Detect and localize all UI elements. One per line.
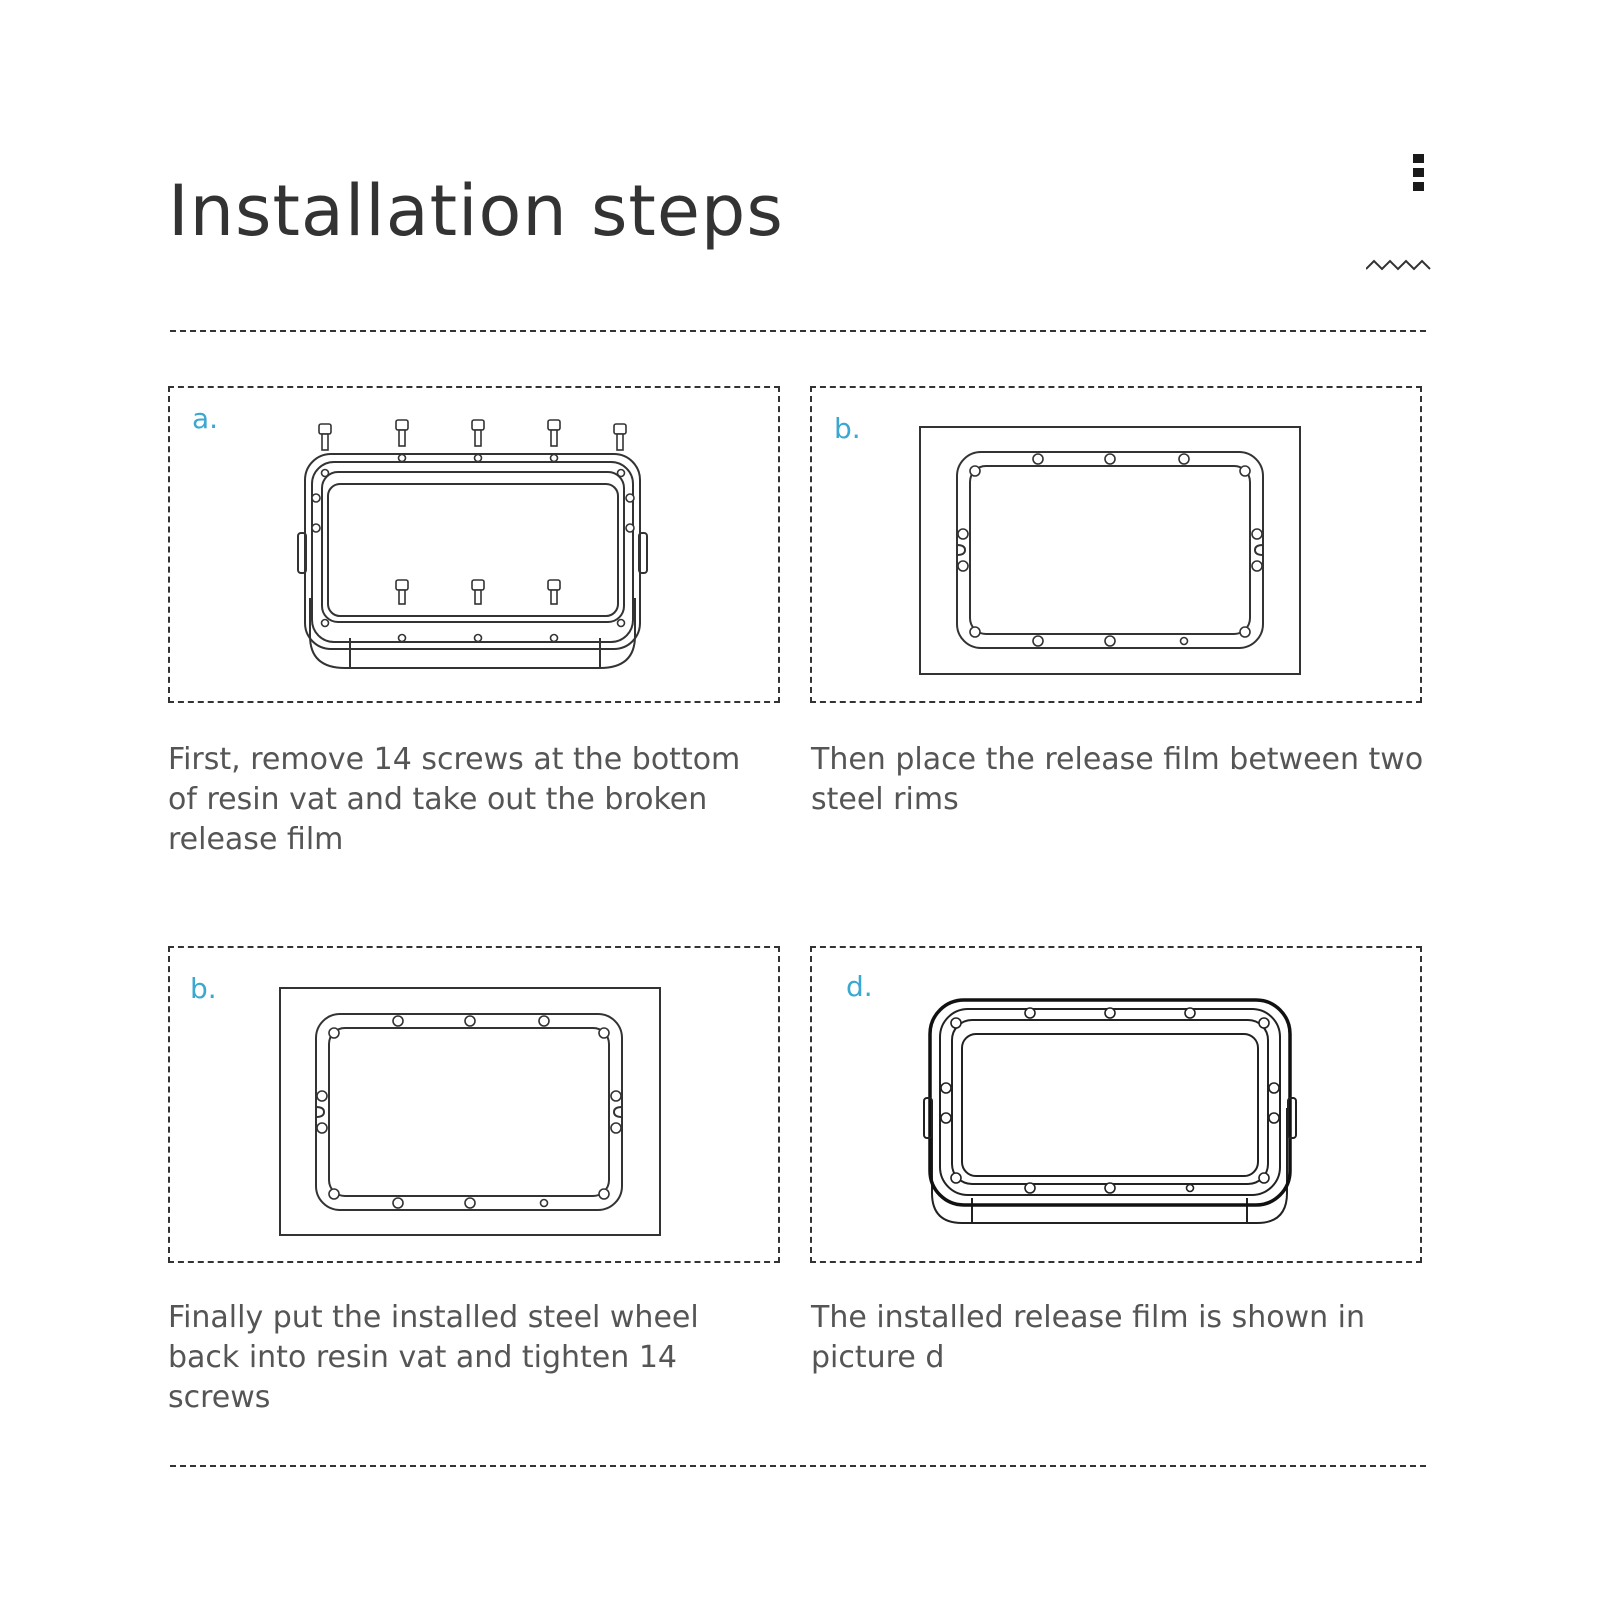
resin-vat-with-screws-illustration	[170, 388, 782, 705]
step-d-panel	[810, 946, 1422, 1263]
step-c-panel	[168, 946, 780, 1263]
steel-rim-on-film-illustration-2	[170, 948, 782, 1265]
bottom-divider	[170, 1465, 1426, 1467]
zigzag-decoration-icon	[1366, 258, 1434, 272]
page-title: Installation steps	[168, 170, 784, 252]
step-b-caption: Then place the release film between two steel rims	[811, 742, 1424, 817]
step-c-label: b.	[190, 972, 217, 1005]
step-a-panel	[168, 386, 780, 703]
top-divider	[170, 330, 1426, 332]
more-vertical-icon[interactable]	[1413, 154, 1427, 191]
steel-rim-on-film-illustration	[812, 388, 1424, 705]
step-a-caption: First, remove 14 screws at the bottom of resin vat and take out the broken release film	[168, 742, 741, 857]
step-c-caption: Finally put the installed steel wheel back into resin vat and tighten 14 screws	[168, 1300, 699, 1415]
step-b-label: b.	[834, 412, 861, 445]
assembled-resin-vat-illustration	[812, 948, 1424, 1265]
step-b-panel	[810, 386, 1422, 703]
step-d-caption: The installed release film is shown in picture d	[811, 1300, 1366, 1375]
step-a-label: a.	[192, 402, 219, 435]
step-d-label: d.	[846, 970, 873, 1003]
